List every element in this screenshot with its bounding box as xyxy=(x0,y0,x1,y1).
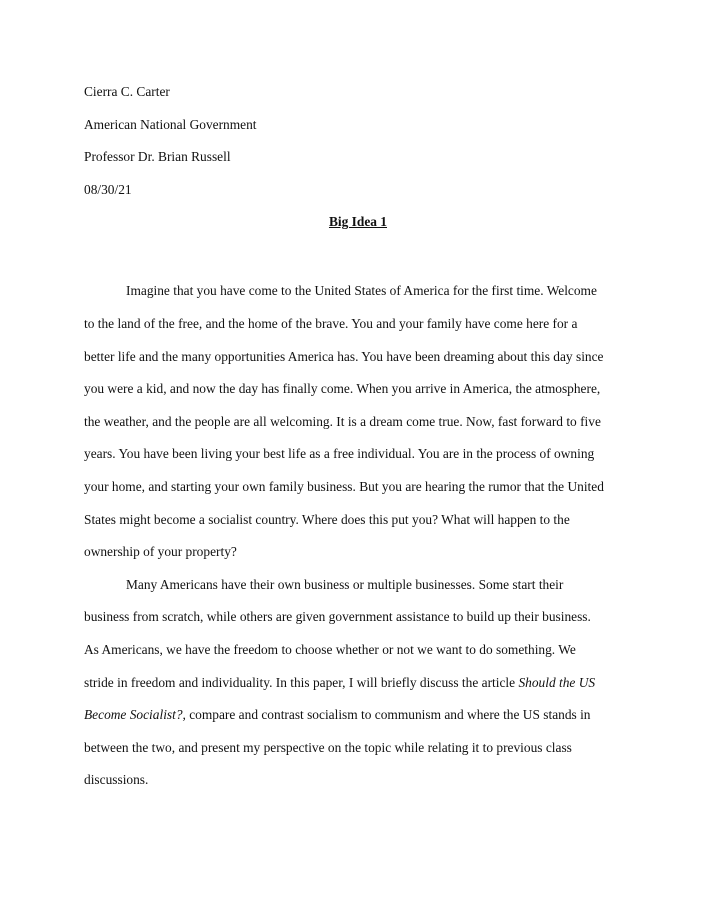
paragraph-2-line: business from scratch, while others are given government assistance to build up their business. xyxy=(84,609,591,625)
paragraph-2-line xyxy=(84,699,632,732)
paragraph-1-line: your home, and starting your own family business. But you are hearing the rumor that the United xyxy=(84,478,604,494)
paragraph-1-line: years. You have been living your best life as a free individual. You are in the process of owning xyxy=(84,446,595,462)
paragraph-2-line: discussions. xyxy=(84,772,149,788)
paragraph-2 xyxy=(84,569,632,797)
paragraph-2-line: between the two, and present my perspective on the topic while relating it to previous class xyxy=(84,739,572,755)
article-title-part-2: Become Socialist?, xyxy=(84,707,186,723)
paragraph-1-line: Imagine that you have come to the United States of America for the first time. Welcome xyxy=(126,283,597,299)
paragraph-1-line: ownership of your property? xyxy=(84,544,237,560)
paragraph-1-line: to the land of the free, and the home of the brave. You and your family have come here for a xyxy=(84,315,578,331)
paragraph-2-text: compare and contrast socialism to communism and where the US stands in xyxy=(185,707,591,723)
document-date: 08/30/21 xyxy=(84,181,132,197)
paragraph-1-line: better life and the many opportunities America has. You have been dreaming about this day since xyxy=(84,348,604,364)
course-name: American National Government xyxy=(84,116,257,132)
paragraph-1-line: States might become a socialist country. Where does this put you? What will happen to the xyxy=(84,511,570,527)
article-title-part-1: Should the US xyxy=(518,674,596,690)
professor-name: Professor Dr. Brian Russell xyxy=(84,149,231,165)
document-page xyxy=(84,80,632,797)
author-name: Cierra C. Carter xyxy=(84,84,170,99)
paragraph-2-line: Many Americans have their own business or multiple businesses. Some start their xyxy=(126,576,564,592)
paragraph-2-line: As Americans, we have the freedom to choose whether or not we want to do something. We xyxy=(84,641,576,657)
paragraph-2-text: stride in freedom and individuality. In this paper, I will briefly discuss the article xyxy=(84,674,519,690)
paragraph-1-line: the weather, and the people are all welcoming. It is a dream come true. Now, fast forward to five xyxy=(84,413,601,429)
document-title: Big Idea 1 xyxy=(328,214,388,230)
paragraph-2-line xyxy=(84,667,632,700)
paragraph-1-line: you were a kid, and now the day has finally come. When you arrive in America, the atmosphere, xyxy=(84,381,601,397)
paragraph-1 xyxy=(84,275,632,568)
